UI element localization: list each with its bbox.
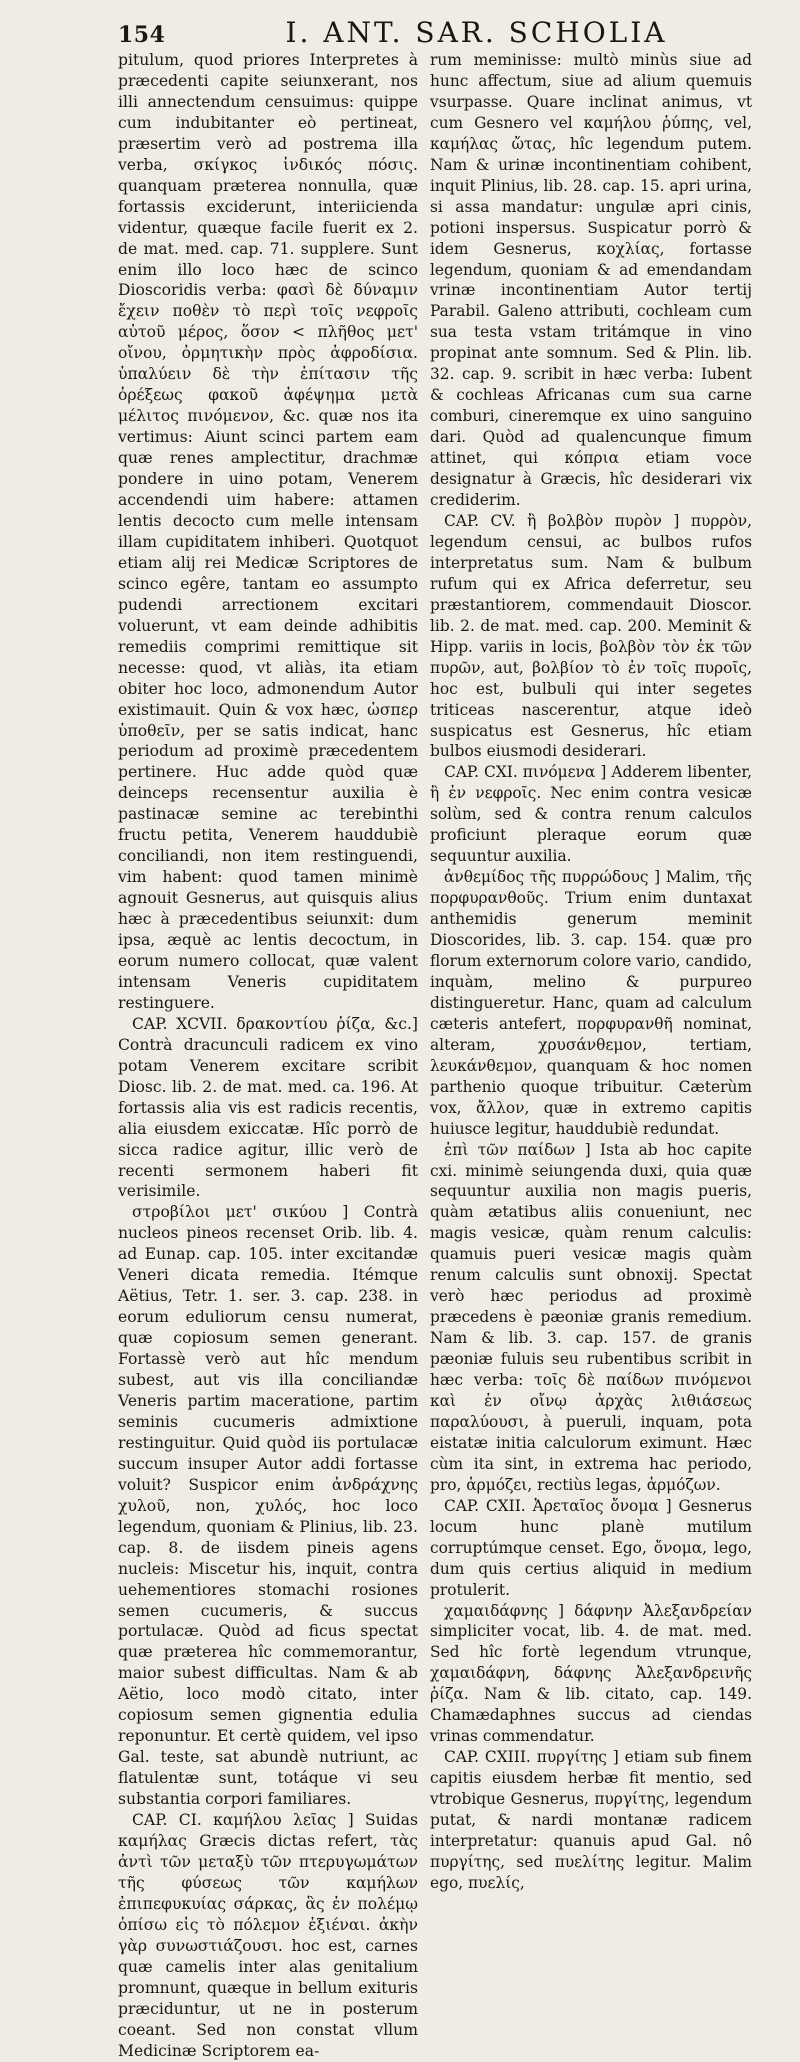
paragraph-cap-ci: CAP. CI. καμήλου λεῖας ] Suidas καμήλας Græcis dictas refert, τὰς ἀντὶ τῶν μεταξὺ τῶν πτερυγωμάτων τῆς φύσεως τῶν καμήλων ἐπιπεφυκυίας σάρκας, ἃς ἐν πολέμῳ ὀπίσω εἰς τὸ πόλεμον ἐξιέναι. ἀκὴν γὰρ συνωστιάζουσι. hoc est, carnes quæ camelis inter alas genitalium promnunt, quæque in bellum exituris præciduntur, ut ne in posterum coeant. Sed non constat vllum Medicinæ Scriptorem ea- [118,1811,418,2060]
left-column [118,50,418,2060]
paragraph-cap-cxii: CAP. CXII. Ἀρεταῖος ὄνομα ] Gesnerus locum hunc planè mutilum corruptúmque censet. Ego, ὄνομα, lego, dum quis certius aliquid in medium protulerit. [430,1496,752,1599]
running-title: I. ANT. SAR. SCHOLIA [285,16,668,49]
page-header [118,16,758,50]
paragraph-cap-cv: CAP. CV. ἢ βολβὸν πυρὸν ] πυρρὸν, legendum censui, ac bulbos rufos interpretatus sum. Nam & bulbum rufum qui ex Africa deferretur, seu præstantiorem, commendauit Dioscor. lib. 2. de mat. med. cap. 200. Meminit & Hipp. variis in locis, βολβὸν τὸν ἐκ τῶν πυρῶν, aut, βολβίον τὸ ἐν τοῖς πυροῖς, hoc est, bulbuli qui inter segetes triticeas nascerentur, atque ideò suspicatus est Gesnerus, hîc etiam bulbos eiusmodi desiderari. [430,511,752,761]
page-number: 154 [118,22,166,48]
paragraph-strobili: στροβίλοι μετ' σικύου ] Contrà nucleos pineos recenset Orib. lib. 4. ad Eunap. cap. 105. inter excitandæ Veneri dicata remedia. Itémque Aëtius, Tetr. 1. ser. 3. cap. 238. in eorum eduliorum censu numerat, quæ copiosum semen generant. Fortassè verò aut hîc mendum subest, aut vis illa conciliandæ Veneris partim maceratione, partim seminis cucumeris admixtione restinguitur. Quid quòd iis portulacæ succum insuper Autor addi fortasse voluit? Suspicor enim ἀνδράχνης χυλοῦ, non, χυλός, hoc loco legendum, quoniam & Plinius, lib. 23. cap. 8. de iisdem pineis agens nucleis: Miscetur his, inquit, contra uehementiores stomachi rosiones semen cucumeris, & succus portulacæ. Quòd ad ficus spectat quæ præterea hîc commemorantur, maior subest difficultas. Nam & ab Aëtio, loco modò citato, inter copiosum semen gignentia edulia reponuntur. Et certè quidem, vel ipso Gal. teste, sat abundè nutriunt, ac flatulentæ sunt, totáque vi seu substantia corpori familiares. [118,1203,418,1809]
paragraph-continuation: rum meminisse: multò minùs siue ad hunc affectum, siue ad alium quemuis vsurpasse. Quare inclinat animus, vt cum Gesnero vel καμήλου ῥύπης, vel, καμήλας ὤτας, hîc legendum putem. Nam & urinæ incontinentiam cohibent, inquit Plinius, lib. 28. cap. 15. apri urina, si assa mandatur: ungulæ apri cinis, potioni inspersus. Suspicatur porrò & idem Gesnerus, κοχλίας, fortasse legendum, quoniam & ad emendandam vrinæ incontinentiam Autor tertij Parabil. Galeno attributi, cochleam cum sua testa vstam tritámque in vino propinat ante somnum. Sed & Plin. lib. 32. cap. 9. scribit in hæc verba: Iubent & cochleas Africanas cum sua carne comburi, cineremque ex uino sanguino dari. Quòd ad qualencunque fimum attinet, qui κόπρια etiam voce designatur à Græcis, hîc desiderari vix crediderim. [430,51,752,510]
paragraph-anthemis: ἀνθεμίδος τῆς πυρρώδους ] Malim, τῆς πορφυρανθοῦς. Trium enim duntaxat anthemidis generum meminit Dioscorides, lib. 3. cap. 154. quæ pro florum externorum colore vario, candido, inquàm, melino & purpureo distingueretur. Hanc, quam ad calculum cæteris antefert, πορφυρανθῆ nominat, alteram, χρυσάνθεμον, tertiam, λευκάνθεμον, quanquam & hoc nomen parthenio quoque tribuitur. Cæterùm vox, ἄλλον, quæ in extremo capitis huiusce legitur, hauddubiè redundat. [430,868,752,1138]
paragraph-cap-cxiii: CAP. CXIII. πυργίτης ] etiam sub finem capitis eiusdem herbæ fit mentio, sed vtrobique Gesnerus, πυργίτης, legendum putat, & nardi montanæ radicem interpretatur: quanuis apud Gal. nô πυργίτης, sed πυελίτης legitur. Malim ego, πυελίς, [430,1748,752,1892]
paragraph-cap-cxi: CAP. CXI. πινόμενα ] Adderem libenter, ἢ ἐν νεφροῖς. Nec enim contra vesicæ solùm, sed & contra renum calculos proficiunt pleraque eorum quæ sequuntur auxilia. [430,763,752,866]
paragraph-pueri: ἐπὶ τῶν παίδων ] Ista ab hoc capite cxi. minimè seiungenda duxi, quia quæ sequuntur auxilia non magis pueris, quàm ætatibus aliis conueniunt, nec magis vesicæ, quàm renum calculis: quamuis pueri vesicæ magis quàm renum calculis sunt obnoxij. Spectat verò hæc periodus ad proximè præcedens è pæoniæ granis remedium. Nam & lib. 3. cap. 157. de granis pæoniæ fuluis seu rubentibus scribit in hæc verba: τοῖς δὲ παίδων πινόμενοι καὶ ἐν οἴνῳ ἀρχὰς λιθιάσεως παραλύουσι, à pueruli, inquam, pota eistatæ initia calculorum eximunt. Hæc cùm ita sint, in extrema hac periodo, pro, ἁρμόζει, rectiùs legas, ἁρμόζων. [430,1140,752,1494]
paragraph-chamaedaphne: χαμαιδάφνης ] δάφνην Ἀλεξανδρείαν simpliciter vocat, lib. 4. de mat. med. Sed hîc fortè legendum vtrunque, χαμαιδάφνη, δάφνης Ἀλεξανδρεινῆς ῥίζα. Nam & lib. citato, cap. 149. Chamædaphnes succus ad ciendas vrinas commendatur. [430,1601,752,1746]
paragraph-cap-xcvii: CAP. XCVII. δρακοντίου ῥίζα, &c.] Contrà dracunculi radicem ex vino potam Venerem excitare scribit Diosc. lib. 2. de mat. med. ca. 196. At fortassis alia vis est radicis recentis, alia eiusdem exiccatæ. Hîc porrò de sicca radice agitur, illic verò de recenti sermonem haberi fit verisimile. [118,1014,418,1201]
paragraph-scincus: pitulum, quod priores Interpretes à præcedenti capite seiunxerant, nos illi annectendum censuimus: quippe cum indubitanter eò pertineat, præsertim verò ad postrema illa verba, σκίγκος ἰνδικός πόσις. quanquam præterea nonnulla, quæ fortassis exciderunt, interiicienda videntur, quæque facile fuerit ex 2. de mat. med. cap. 71. supplere. Sunt enim illo loco hæc de scinco Dioscoridis verba: φασὶ δὲ δύναμιν ἔχειν ποθὲν τὸ περὶ τοῖς νεφροῖς αὐτοῦ μέρος, ὅσον < πλῆθος μετ' οἴνου, ὀρμητικὴν πρὸς ἀφροδίσια. ὑπαλύειν δὲ τὴν ἐπίτασιν τῆς ὀρέξεως φακοῦ ἀφέψημα μετὰ μέλιτος πινόμενον, &c. quæ nos ita vertimus: Aiunt scinci partem eam quæ renes amplectitur, drachmæ pondere in uino potam, Venerem accendendi uim habere: attamen lentis decocto cum melle intensam illam cupiditatem inhiberi. Quotquot etiam alij rei Medicæ Scriptores de scinco egêre, tantam eo assumpto pudendi arrectionem excitari voluerunt, vt eam deinde adhibitis remediis comprimi remittique sit necesse: quod, vt aliàs, ita etiam obiter hoc loco, admonendum Autor existimauit. Quin & vox hæc, ὡσπερ ὑποθεῖν, per se satis indicat, hanc periodum ad proximè præcedentem pertinere. Huc adde quòd quæ deinceps recensentur auxilia è pastinacæ semine ac terebinthi fructu petita, Venerem hauddubiè conciliandi, non item restinguendi, vim habent: quod tamen minimè agnouit Gesnerus, aut quisquis alius hæc à præcedentibus seiunxit: dum ipsa, æquè ac lentis decoctum, in eorum numero collocat, quæ valent intensam Veneris cupiditatem restinguere. [118,51,418,1012]
right-column [430,50,752,1892]
